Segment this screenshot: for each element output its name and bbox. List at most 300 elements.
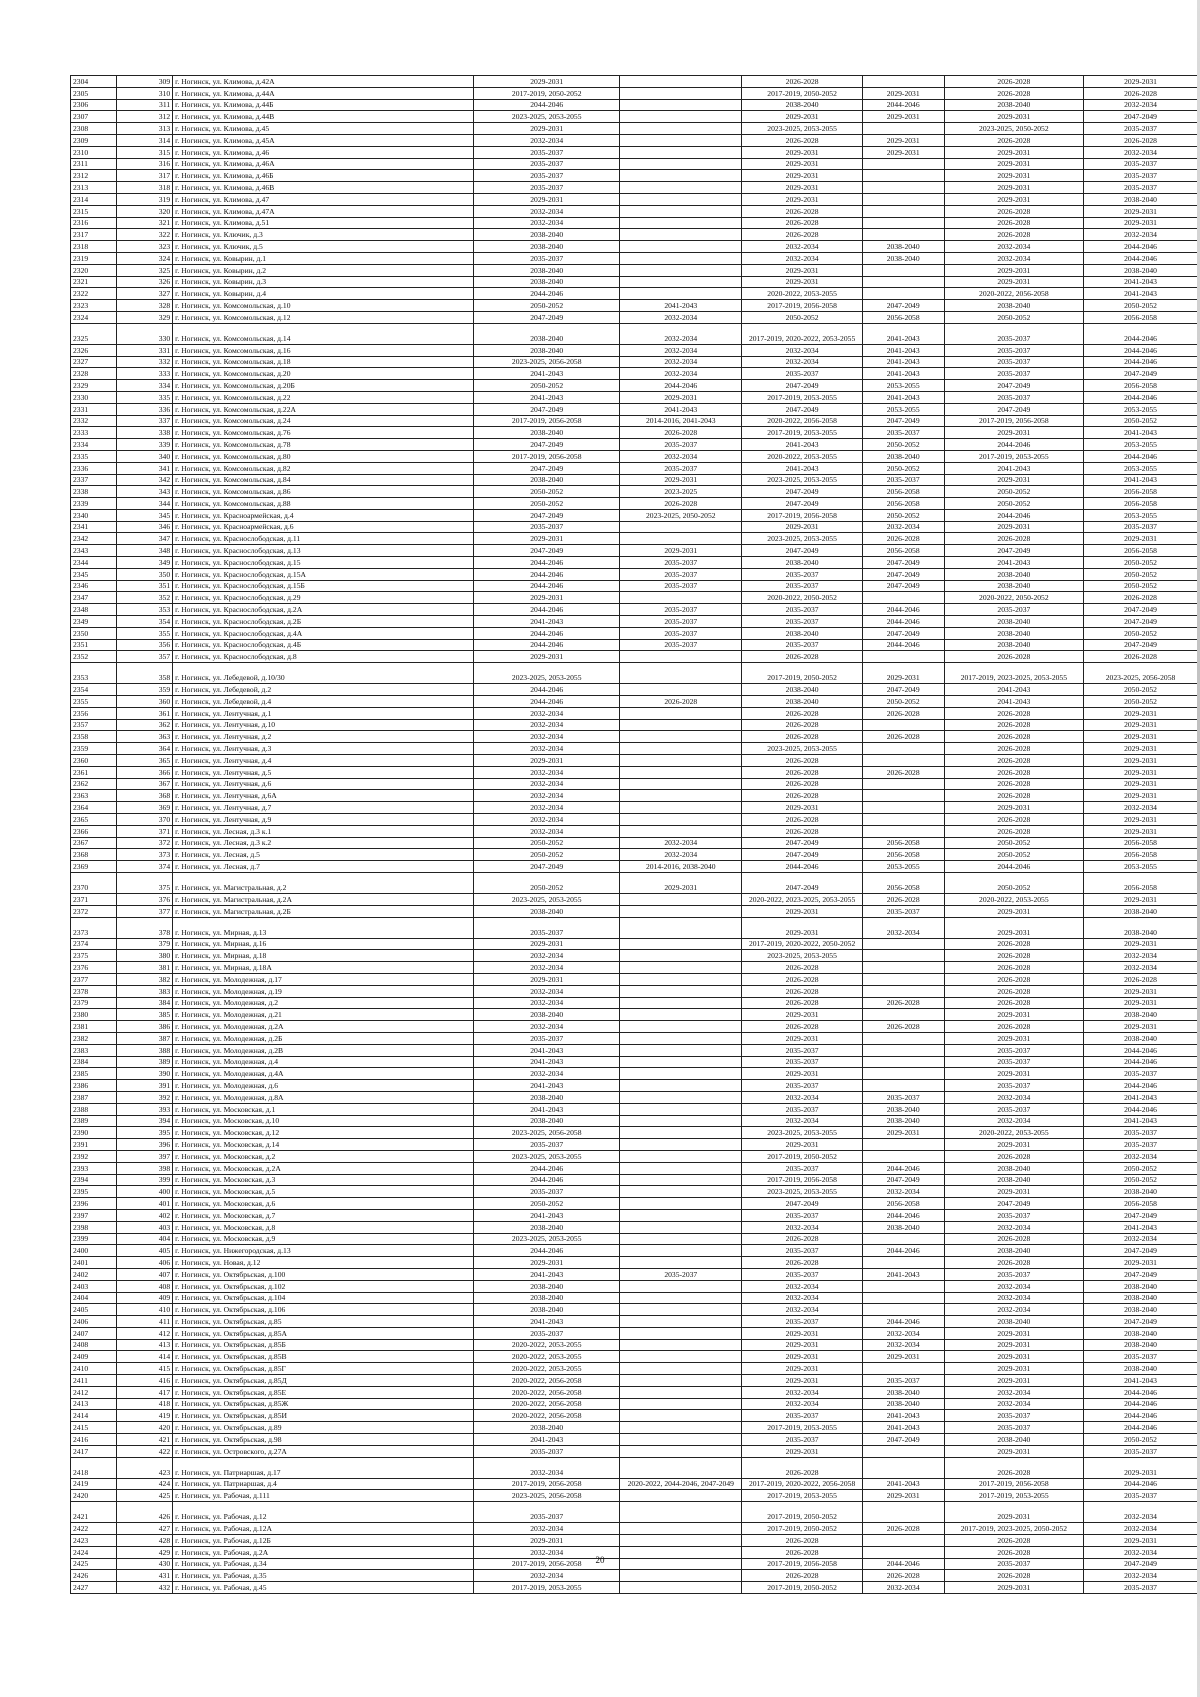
table-cell: 2029-2031 (944, 1582, 1083, 1594)
table-cell: г. Ногинск, ул. Лесная, д.7 (173, 861, 474, 873)
table-cell: 2029-2031 (474, 1257, 620, 1269)
table-cell: г. Ногинск, ул. Лентучная, д.6 (173, 778, 474, 790)
table-cell: 2026-2028 (742, 1546, 862, 1558)
table-cell: 2032-2034 (474, 997, 620, 1009)
table-cell: 2026-2028 (944, 217, 1083, 229)
table-cell: 2337 (71, 474, 117, 486)
table-cell (620, 1009, 742, 1021)
table-cell: 2041-2043 (474, 616, 620, 628)
table-cell: 2032-2034 (474, 985, 620, 997)
table-cell: 2044-2046 (1084, 252, 1198, 264)
table-cell: 2038-2040 (474, 323, 620, 344)
table-cell: 2014-2016, 2038-2040 (620, 861, 742, 873)
table-cell: 2032-2034 (474, 743, 620, 755)
table-cell: г. Ногинск, ул. Комсомольская, д.18 (173, 356, 474, 368)
table-cell (862, 1457, 944, 1478)
table-cell: 2029-2031 (1084, 778, 1198, 790)
table-cell: 389 (116, 1056, 172, 1068)
table-cell: 2044-2046 (474, 580, 620, 592)
table-cell: г. Ногинск, ул. Краснослободская, д.4Б (173, 639, 474, 651)
table-cell: г. Ногинск, ул. Лентучная, д.4 (173, 755, 474, 767)
table-cell: 2032-2034 (474, 790, 620, 802)
table-cell (620, 1209, 742, 1221)
table-cell: 2050-2052 (1084, 696, 1198, 708)
table-cell: 2050-2052 (474, 380, 620, 392)
table-cell: 2053-2055 (1084, 439, 1198, 451)
table-cell (620, 825, 742, 837)
table-cell: 2023-2025, 2053-2055 (742, 1127, 862, 1139)
table-row (71, 790, 1198, 802)
table-cell (862, 1080, 944, 1092)
table-cell: г. Ногинск, ул. Климова, д.46В (173, 182, 474, 194)
table-cell: г. Ногинск, ул. Молодежная, д.19 (173, 985, 474, 997)
table-cell: г. Ногинск, ул. Краснослободская, д.2А (173, 604, 474, 616)
table-cell: 2035-2037 (1084, 1139, 1198, 1151)
table-cell: г. Ногинск, ул. Климова, д.44Б (173, 99, 474, 111)
table-cell: 2047-2049 (474, 439, 620, 451)
table-row (71, 76, 1198, 88)
table-cell: 2336 (71, 462, 117, 474)
table-cell: 2026-2028 (944, 87, 1083, 99)
table-cell: 2035-2037 (742, 368, 862, 380)
table-cell: 387 (116, 1032, 172, 1044)
table-cell: 2035-2037 (1084, 170, 1198, 182)
table-cell: 2346 (71, 580, 117, 592)
table-cell: 2050-2052 (1084, 568, 1198, 580)
table-cell: 325 (116, 264, 172, 276)
table-row (71, 684, 1198, 696)
table-cell: г. Ногинск, ул. Магистральная, д.2А (173, 894, 474, 906)
table-cell: 335 (116, 391, 172, 403)
table-cell: 372 (116, 837, 172, 849)
table-cell: 336 (116, 403, 172, 415)
table-cell (620, 99, 742, 111)
table-cell: г. Ногинск, ул. Молодежная, д.2В (173, 1044, 474, 1056)
table-cell: г. Ногинск, ул. Октябрьская, д.85А (173, 1327, 474, 1339)
table-cell: 2035-2037 (474, 146, 620, 158)
table-cell: 2032-2034 (474, 825, 620, 837)
table-cell: 2331 (71, 403, 117, 415)
table-cell: 2044-2046 (474, 604, 620, 616)
table-cell: 2017-2019, 2056-2058 (742, 1558, 862, 1570)
table-cell: г. Ногинск, ул. Климова, д.47А (173, 205, 474, 217)
table-cell: 2044-2046 (1084, 1422, 1198, 1434)
table-cell (620, 1422, 742, 1434)
table-cell: 2029-2031 (742, 1068, 862, 1080)
table-cell: г. Ногинск, ул. Рабочая, д.12А (173, 1523, 474, 1535)
table-cell: 2032-2034 (1084, 1570, 1198, 1582)
table-cell: 2032-2034 (1084, 229, 1198, 241)
table-cell: 2041-2043 (1084, 427, 1198, 439)
table-cell (862, 170, 944, 182)
table-cell: 2029-2031 (742, 917, 862, 938)
table-cell: 2023-2025, 2056-2058 (474, 1490, 620, 1502)
table-cell: г. Ногинск, ул. Климова, д.45 (173, 123, 474, 135)
table-row (71, 1502, 1198, 1523)
table-cell: 2029-2031 (944, 1375, 1083, 1387)
table-cell (620, 1068, 742, 1080)
table-cell: 2047-2049 (862, 1174, 944, 1186)
table-cell: 2035-2037 (474, 1139, 620, 1151)
table-cell: г. Ногинск, ул. Октябрьская, д.106 (173, 1304, 474, 1316)
table-cell: 2020-2022, 2053-2055 (944, 1127, 1083, 1139)
table-cell: 2316 (71, 217, 117, 229)
table-cell: 2029-2031 (742, 1009, 862, 1021)
table-row (71, 997, 1198, 1009)
table-cell: 2029-2031 (1084, 1535, 1198, 1547)
table-cell: 2026-2028 (742, 790, 862, 802)
table-cell: 2333 (71, 427, 117, 439)
table-cell: 344 (116, 498, 172, 510)
table-cell: 2017-2019, 2050-2052 (742, 1523, 862, 1535)
table-cell: 2047-2049 (742, 837, 862, 849)
table-cell: 2032-2034 (944, 1292, 1083, 1304)
table-cell: 2023-2025, 2053-2055 (742, 1186, 862, 1198)
table-row (71, 380, 1198, 392)
table-cell: 2017-2019, 2056-2058 (474, 450, 620, 462)
table-cell: 2026-2028 (862, 894, 944, 906)
table-cell: 2032-2034 (862, 521, 944, 533)
table-cell: 2038-2040 (474, 905, 620, 917)
table-cell: 2348 (71, 604, 117, 616)
table-row (71, 1478, 1198, 1490)
table-cell: 2026-2028 (862, 997, 944, 1009)
table-cell: 2050-2052 (474, 300, 620, 312)
table-cell: 2044-2046 (474, 627, 620, 639)
table-cell: 381 (116, 962, 172, 974)
table-cell: 2029-2031 (1084, 997, 1198, 1009)
table-cell: 2029-2031 (1084, 707, 1198, 719)
table-cell (620, 997, 742, 1009)
table-row (71, 755, 1198, 767)
table-cell: 2401 (71, 1257, 117, 1269)
table-cell (862, 962, 944, 974)
table-cell: 2050-2052 (474, 1198, 620, 1210)
table-cell: г. Ногинск, ул. Краснослободская, д.2Б (173, 616, 474, 628)
table-row (71, 87, 1198, 99)
table-cell (620, 1523, 742, 1535)
table-cell: 2041-2043 (474, 1056, 620, 1068)
table-cell: 2404 (71, 1292, 117, 1304)
table-cell: 2026-2028 (944, 778, 1083, 790)
table-cell: 2026-2028 (620, 498, 742, 510)
table-cell: 2017-2019, 2050-2052 (742, 663, 862, 684)
table-cell: 2340 (71, 509, 117, 521)
table-cell: 2044-2046 (474, 1174, 620, 1186)
table-cell: 2026-2028 (1084, 87, 1198, 99)
table-cell: 2041-2043 (474, 391, 620, 403)
table-cell: 2050-2052 (862, 696, 944, 708)
table-cell: 316 (116, 158, 172, 170)
table-cell: 2032-2034 (944, 1221, 1083, 1233)
table-cell: 2041-2043 (1084, 1091, 1198, 1103)
table-cell: 2029-2031 (862, 663, 944, 684)
table-cell: 2038-2040 (944, 627, 1083, 639)
table-cell: 2017-2019, 2020-2022, 2056-2058 (742, 1478, 862, 1490)
table-cell: 396 (116, 1139, 172, 1151)
table-cell: 2017-2019, 2053-2055 (742, 427, 862, 439)
table-cell: 2035-2037 (1084, 1351, 1198, 1363)
table-cell: 2017-2019, 2053-2055 (742, 1490, 862, 1502)
table-cell: 2050-2052 (742, 311, 862, 323)
table-cell (862, 973, 944, 985)
table-cell (862, 1292, 944, 1304)
table-cell: 2035-2037 (944, 391, 1083, 403)
table-cell: 361 (116, 707, 172, 719)
table-cell: 2029-2031 (944, 1445, 1083, 1457)
table-cell: 2334 (71, 439, 117, 451)
table-cell (620, 1339, 742, 1351)
table-cell: 2041-2043 (474, 1268, 620, 1280)
table-cell (620, 1032, 742, 1044)
table-cell: г. Ногинск, ул. Московская, д.1 (173, 1103, 474, 1115)
table-cell: 2023-2025, 2050-2052 (620, 509, 742, 521)
table-cell: 2023-2025, 2053-2055 (474, 1233, 620, 1245)
table-cell: 2029-2031 (944, 1186, 1083, 1198)
table-cell: 2029-2031 (742, 158, 862, 170)
table-cell: 2023-2025, 2053-2055 (474, 1150, 620, 1162)
table-cell: г. Ногинск, ул. Московская, д.12 (173, 1127, 474, 1139)
table-cell: 2032-2034 (474, 962, 620, 974)
table-cell: 2026-2028 (944, 533, 1083, 545)
table-cell: 2050-2052 (862, 509, 944, 521)
table-cell: 2038-2040 (1084, 193, 1198, 205)
table-cell: 2029-2031 (944, 1032, 1083, 1044)
table-cell: 2050-2052 (1084, 1162, 1198, 1174)
table-cell: г. Ногинск, ул. Октябрьская, д.89 (173, 1422, 474, 1434)
table-cell: 2017-2019, 2053-2055 (474, 1582, 620, 1594)
table-cell: 2017-2019, 2050-2052 (742, 87, 862, 99)
table-cell: 2053-2055 (1084, 403, 1198, 415)
table-row (71, 300, 1198, 312)
table-row (71, 1445, 1198, 1457)
table-cell: 2044-2046 (1084, 1044, 1198, 1056)
table-cell: 2050-2052 (862, 439, 944, 451)
table-cell: 2029-2031 (1084, 755, 1198, 767)
table-row (71, 450, 1198, 462)
table-cell: 2047-2049 (862, 580, 944, 592)
table-cell: 2332 (71, 415, 117, 427)
table-cell: 2044-2046 (1084, 356, 1198, 368)
table-cell: 2026-2028 (944, 743, 1083, 755)
table-cell (620, 1386, 742, 1398)
table-cell: 2026-2028 (742, 1535, 862, 1547)
table-cell: г. Ногинск, ул. Рабочая, д.35 (173, 1570, 474, 1582)
table-cell: 2020-2022, 2056-2058 (742, 415, 862, 427)
table-cell: 2026-2028 (944, 825, 1083, 837)
table-cell: г. Ногинск, ул. Новая, д.12 (173, 1257, 474, 1269)
table-cell: 2342 (71, 533, 117, 545)
table-cell (620, 170, 742, 182)
table-cell: 2313 (71, 182, 117, 194)
table-row (71, 1162, 1198, 1174)
table-cell (862, 158, 944, 170)
table-cell: 2314 (71, 193, 117, 205)
table-cell: г. Ногинск, ул. Комсомольская, д.22 (173, 391, 474, 403)
table-cell: г. Ногинск, ул. Краснослободская, д.4А (173, 627, 474, 639)
table-cell: 2362 (71, 778, 117, 790)
table-cell: г. Ногинск, ул. Патриаршая, д.17 (173, 1457, 474, 1478)
table-cell: 2035-2037 (944, 1422, 1083, 1434)
table-cell: 2035-2037 (742, 604, 862, 616)
table-cell: 359 (116, 684, 172, 696)
table-cell: г. Ногинск, ул. Рабочая, д.111 (173, 1490, 474, 1502)
table-cell: г. Ногинск, ул. Краснослободская, д.15 (173, 557, 474, 569)
table-cell: г. Ногинск, ул. Ключик, д.5 (173, 241, 474, 253)
table-cell: 2032-2034 (1084, 1523, 1198, 1535)
table-cell: 400 (116, 1186, 172, 1198)
table-cell: 397 (116, 1150, 172, 1162)
table-cell: 2035-2037 (474, 158, 620, 170)
table-cell: г. Ногинск, ул. Лентучная, д.2 (173, 731, 474, 743)
table-cell: 2038-2040 (1084, 1363, 1198, 1375)
table-cell: 2029-2031 (474, 651, 620, 663)
table-cell (862, 1139, 944, 1151)
table-cell: 2017-2019, 2056-2058 (944, 415, 1083, 427)
table-cell: 326 (116, 276, 172, 288)
table-cell: 2038-2040 (862, 1221, 944, 1233)
table-cell: 2026-2028 (944, 719, 1083, 731)
table-cell: г. Ногинск, ул. Рабочая, д.12Б (173, 1535, 474, 1547)
table-row (71, 580, 1198, 592)
table-cell (862, 229, 944, 241)
table-cell: 356 (116, 639, 172, 651)
table-cell: 2407 (71, 1327, 117, 1339)
table-cell: 2420 (71, 1490, 117, 1502)
table-cell: 2381 (71, 1021, 117, 1033)
table-row (71, 1032, 1198, 1044)
table-cell: 2041-2043 (944, 696, 1083, 708)
table-cell: 2383 (71, 1044, 117, 1056)
table-cell (862, 288, 944, 300)
table-cell: 2023-2025, 2053-2055 (742, 533, 862, 545)
table-row (71, 1434, 1198, 1446)
table-row (71, 1245, 1198, 1257)
table-cell: 317 (116, 170, 172, 182)
table-row (71, 474, 1198, 486)
table-cell: 2029-2031 (1084, 719, 1198, 731)
table-cell: 2029-2031 (474, 76, 620, 88)
table-cell: 2047-2049 (1084, 1209, 1198, 1221)
table-cell: 379 (116, 938, 172, 950)
table-row (71, 252, 1198, 264)
table-row (71, 217, 1198, 229)
table-cell: г. Ногинск, ул. Октябрьская, д.98 (173, 1434, 474, 1446)
table-cell: 2371 (71, 894, 117, 906)
table-cell: г. Ногинск, ул. Московская, д.5 (173, 1186, 474, 1198)
table-cell: 2026-2028 (944, 731, 1083, 743)
table-cell (620, 1221, 742, 1233)
table-cell: 2050-2052 (1084, 300, 1198, 312)
table-cell: 2029-2031 (742, 146, 862, 158)
table-cell: 2026-2028 (944, 1233, 1083, 1245)
table-cell: г. Ногинск, ул. Лентучная, д.5 (173, 766, 474, 778)
table-cell: 2035-2037 (1084, 521, 1198, 533)
table-cell: 2038-2040 (474, 1280, 620, 1292)
table-cell: 2029-2031 (620, 474, 742, 486)
table-cell: 2044-2046 (474, 1245, 620, 1257)
table-cell (862, 264, 944, 276)
table-cell: 2050-2052 (474, 486, 620, 498)
table-cell: 2026-2028 (742, 229, 862, 241)
table-row (71, 985, 1198, 997)
table-cell: 2026-2028 (944, 790, 1083, 802)
table-row (71, 1490, 1198, 1502)
table-cell: 2026-2028 (1084, 592, 1198, 604)
table-cell: 2026-2028 (944, 707, 1083, 719)
table-cell (620, 182, 742, 194)
table-cell: 2324 (71, 311, 117, 323)
table-row (71, 276, 1198, 288)
table-cell: 2047-2049 (1084, 1316, 1198, 1328)
table-cell: 2387 (71, 1091, 117, 1103)
table-cell: 2364 (71, 802, 117, 814)
table-cell: 2026-2028 (944, 651, 1083, 663)
table-cell: 2032-2034 (862, 1327, 944, 1339)
table-cell (862, 182, 944, 194)
table-cell: г. Ногинск, ул. Лесная, д.5 (173, 849, 474, 861)
table-cell: 427 (116, 1523, 172, 1535)
table-cell: 2389 (71, 1115, 117, 1127)
table-cell: 2029-2031 (742, 264, 862, 276)
table-cell: 2041-2043 (1084, 474, 1198, 486)
table-cell (862, 1068, 944, 1080)
table-cell: 2026-2028 (944, 755, 1083, 767)
table-cell: 419 (116, 1410, 172, 1422)
table-cell (620, 276, 742, 288)
table-cell: 2032-2034 (862, 1582, 944, 1594)
table-cell (862, 1233, 944, 1245)
table-cell: 2032-2034 (620, 450, 742, 462)
table-cell (620, 1410, 742, 1422)
table-cell: 2041-2043 (1084, 276, 1198, 288)
table-cell: 2044-2046 (1084, 450, 1198, 462)
table-row (71, 462, 1198, 474)
table-cell: 2032-2034 (862, 1339, 944, 1351)
table-cell: 2050-2052 (1084, 684, 1198, 696)
table-cell: 2038-2040 (862, 1115, 944, 1127)
table-cell (620, 719, 742, 731)
table-cell: 2044-2046 (1084, 1056, 1198, 1068)
table-cell: 2020-2022, 2053-2055 (474, 1351, 620, 1363)
table-cell: 2038-2040 (474, 1304, 620, 1316)
table-cell: 367 (116, 778, 172, 790)
table-cell: г. Ногинск, ул. Рабочая, д.45 (173, 1582, 474, 1594)
table-cell: 2398 (71, 1221, 117, 1233)
table-cell: 2044-2046 (474, 639, 620, 651)
table-cell: 2020-2022, 2056-2058 (474, 1398, 620, 1410)
table-cell: 429 (116, 1546, 172, 1558)
table-cell: 2035-2037 (474, 170, 620, 182)
table-cell: 2038-2040 (474, 241, 620, 253)
table-cell: 2032-2034 (944, 252, 1083, 264)
table-cell: 2035-2037 (1084, 1445, 1198, 1457)
table-cell: 2035-2037 (862, 1375, 944, 1387)
table-cell: 2367 (71, 837, 117, 849)
table-cell: 2330 (71, 391, 117, 403)
table-cell (620, 973, 742, 985)
table-cell: 2029-2031 (944, 905, 1083, 917)
table-cell: г. Ногинск, ул. Рабочая, д.34 (173, 1558, 474, 1570)
table-cell: 2423 (71, 1535, 117, 1547)
table-cell: 2032-2034 (474, 1021, 620, 1033)
table-cell: 2304 (71, 76, 117, 88)
table-cell: 2035-2037 (944, 604, 1083, 616)
table-cell: 388 (116, 1044, 172, 1056)
table-cell: 2038-2040 (474, 1422, 620, 1434)
table-cell: 327 (116, 288, 172, 300)
table-cell: 2029-2031 (944, 1009, 1083, 1021)
